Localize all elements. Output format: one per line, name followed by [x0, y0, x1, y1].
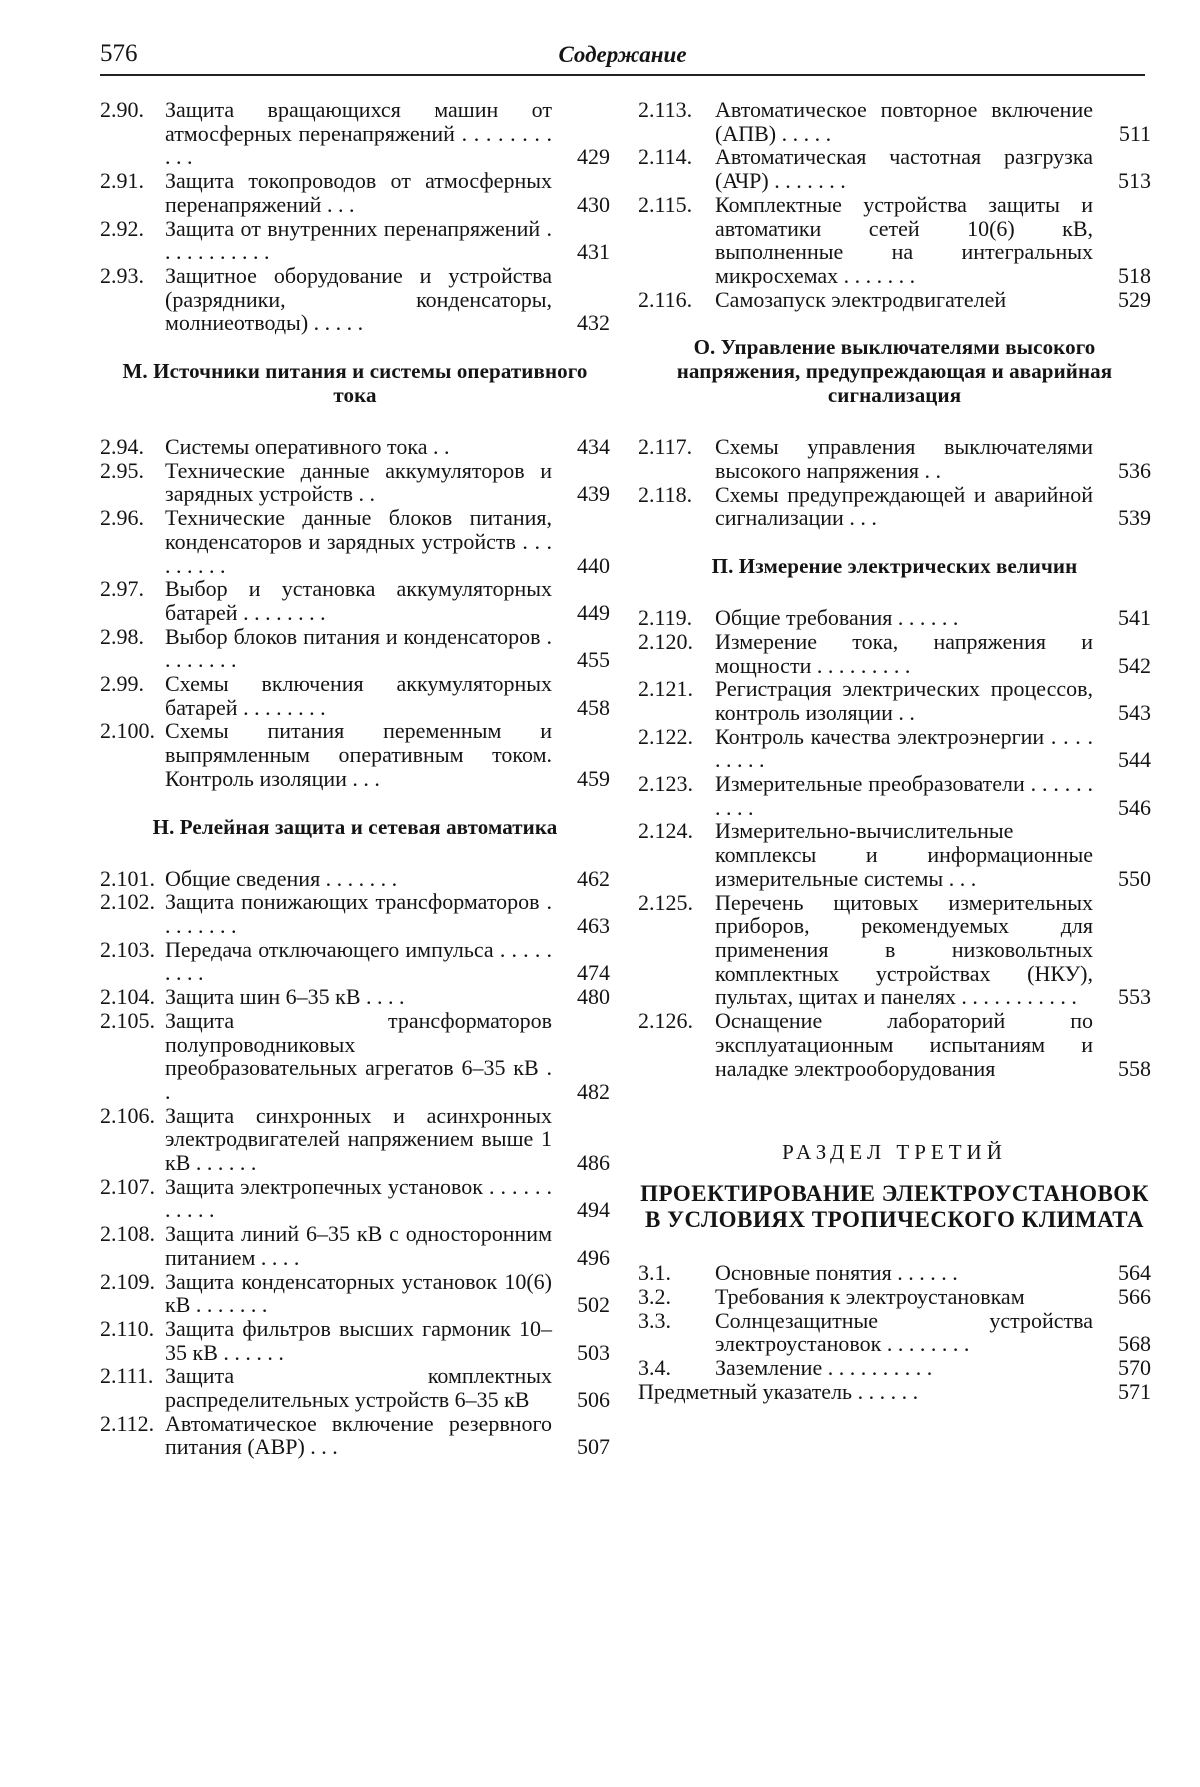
toc-entry — [100, 890, 610, 937]
entry-page-number: 568 — [1118, 1331, 1151, 1357]
toc-entry — [100, 577, 610, 624]
entry-title: Защитное оборудование и устройства (разрядники, конденсаторы, молниеотводы) . . . . . — [165, 262, 552, 336]
entry-number: 2.96. — [100, 505, 144, 531]
entry-number: 2.115. — [638, 191, 693, 217]
toc-entry — [638, 606, 1151, 630]
entry-number: 2.118. — [638, 481, 693, 507]
toc-entry — [638, 891, 1151, 1010]
entry-number: 2.119. — [638, 605, 693, 631]
entry-title: Защита электропечных установок . . . . . . . . . . . — [165, 1173, 552, 1223]
entry-page-number: 502 — [577, 1292, 610, 1318]
entry-page-number: 449 — [577, 599, 610, 625]
entry-title: Контроль качества электроэнергии . . . . . . . . . — [715, 723, 1093, 773]
toc-entry — [100, 1104, 610, 1175]
toc-entry — [100, 217, 610, 264]
entry-page-number: 539 — [1118, 505, 1151, 531]
entry-title: Автоматическая частотная разгрузка (АЧР) . . . . . . . — [715, 144, 1093, 194]
entry-page-number: 434 — [577, 434, 610, 460]
entry-page-number: 536 — [1118, 458, 1151, 484]
entry-title: Защита понижающих трансформаторов . . . . . . . . — [165, 889, 552, 938]
entry-number: 2.104. — [100, 984, 155, 1010]
entry-number: 2.109. — [100, 1268, 155, 1294]
entry-title: Защита от внутренних перенапряжений . . . . . . . . . . . — [165, 215, 552, 265]
entry-title: Защита синхронных и асинхронных электродвигателей напряжением выше 1 кВ . . . . . . — [165, 1102, 552, 1176]
entry-number: 2.126. — [638, 1008, 693, 1034]
entry-title: Технические данные блоков питания, конденсаторов и зарядных устройств . . . . . . . . . — [165, 505, 552, 578]
entry-number: 2.99. — [100, 671, 144, 697]
section-heading: Н. Релейная защита и сетевая автоматика — [152, 814, 558, 839]
entry-page-number: 463 — [577, 912, 610, 938]
toc-entry — [638, 1309, 1151, 1356]
entry-number: 2.100. — [100, 718, 155, 744]
entry-number: 2.105. — [100, 1007, 155, 1033]
entry-title: Схемы питания переменным и выпрямленным оперативным током. Контроль изоляции . . . — [165, 718, 552, 791]
entry-number: 2.125. — [638, 889, 693, 915]
toc-entry — [100, 459, 610, 506]
toc-entry — [100, 625, 610, 672]
entry-title: Защита шин 6–35 кВ . . . . — [165, 984, 405, 1010]
toc-entry — [638, 98, 1151, 145]
toc-entry — [638, 193, 1151, 288]
entry-page-number: 431 — [577, 239, 610, 265]
entry-title: Требования к электроустановкам — [715, 1283, 1025, 1309]
entry-page-number: 455 — [577, 647, 610, 673]
entry-number: 2.103. — [100, 936, 155, 962]
entry-number: 3.2. — [638, 1283, 671, 1309]
entry-page-number: 440 — [577, 552, 610, 578]
entry-number: 2.117. — [638, 434, 693, 460]
entry-title: Измерение тока, напряжения и мощности . . . . . . . . . — [715, 628, 1093, 678]
toc-entry — [100, 1175, 610, 1222]
running-title: Содержание — [558, 42, 687, 67]
entry-page-number: 566 — [1118, 1283, 1151, 1309]
toc-entry — [100, 672, 610, 719]
entry-title: Основные понятия . . . . . . — [715, 1260, 958, 1286]
entry-page-number: 462 — [577, 865, 610, 891]
entry-title: Общие сведения . . . . . . . — [165, 865, 398, 891]
entry-page-number: 570 — [1118, 1355, 1151, 1381]
entry-number: 2.90. — [100, 97, 144, 122]
entry-number: 2.112. — [100, 1410, 155, 1436]
entry-page-number: 459 — [577, 765, 610, 791]
entry-number: 2.121. — [638, 676, 693, 702]
entry-number: 2.91. — [100, 168, 144, 194]
entry-number: 2.95. — [100, 457, 144, 483]
toc-entry — [638, 1356, 1151, 1380]
toc-entry — [638, 677, 1151, 724]
toc-entry — [638, 1380, 1151, 1404]
entry-page-number: 564 — [1118, 1260, 1151, 1286]
entry-number: 2.106. — [100, 1102, 155, 1128]
toc-entry — [100, 169, 610, 216]
entry-title: Защита трансформаторов полупроводниковых преобразовательных агрегатов 6–35 кВ . . — [165, 1007, 552, 1104]
toc-entry — [100, 938, 610, 985]
toc-entry — [100, 506, 610, 577]
entry-page-number: 439 — [577, 481, 610, 507]
entry-page-number: 506 — [577, 1387, 610, 1413]
entry-title: Выбор блоков питания и конденсаторов . . . . . . . . — [165, 623, 552, 673]
entry-number: 2.123. — [638, 771, 693, 797]
entry-title: Защита комплектных распределительных устройств 6–35 кВ — [165, 1363, 552, 1413]
entry-number: 2.93. — [100, 262, 144, 288]
toc-entry — [638, 1009, 1151, 1080]
section-heading: П. Измерение электрических величин — [711, 554, 1078, 579]
entry-number: 2.120. — [638, 628, 693, 654]
entry-title: Схемы управления выключателями высокого напряжения . . — [715, 434, 1093, 484]
entry-title: Регистрация электрических процессов, контроль изоляции . . — [715, 676, 1093, 725]
toc-entry — [100, 985, 610, 1009]
entry-title: Заземление . . . . . . . . . . — [715, 1355, 933, 1381]
toc-entry — [638, 435, 1151, 482]
toc-entry — [100, 1270, 610, 1317]
entry-page-number: 553 — [1118, 984, 1151, 1010]
entry-page-number: 513 — [1118, 168, 1151, 194]
page-number: 576 — [100, 40, 138, 67]
entry-title: Схемы включения аккумуляторных батарей . . . . . . . . — [165, 671, 552, 720]
entry-title: Технические данные аккумуляторов и зарядных устройств . . — [165, 457, 552, 507]
entry-number: 3.4. — [638, 1355, 671, 1381]
entry-title: Выбор и установка аккумуляторных батарей . . . . . . . . — [165, 576, 552, 625]
entry-title: Общие требования . . . . . . — [715, 605, 959, 631]
entry-page-number: 486 — [577, 1150, 610, 1176]
entry-page-number: 546 — [1118, 794, 1151, 820]
toc-entry — [638, 1261, 1151, 1285]
part-label: РАЗДЕЛ ТРЕТИЙ — [782, 1140, 1007, 1165]
section-heading: М. Источники питания и системы оперативного тока — [122, 359, 588, 408]
entry-number: 2.98. — [100, 623, 144, 649]
entry-number: 2.101. — [100, 865, 155, 891]
entry-page-number: 544 — [1118, 747, 1151, 773]
entry-page-number: 550 — [1118, 865, 1151, 891]
entry-title: Передача отключающего импульса . . . . . . . . . — [165, 936, 552, 986]
toc-entry — [100, 867, 610, 891]
entry-number: 2.122. — [638, 723, 693, 749]
entry-page-number: 494 — [577, 1197, 610, 1223]
entry-page-number: 529 — [1118, 286, 1151, 312]
section-heading: О. Управление выключателями высокого напряжения, предупреждающая и аварийная сигнализация — [676, 335, 1113, 408]
toc-right-column — [638, 98, 1151, 1403]
entry-page-number: 542 — [1118, 652, 1151, 678]
entry-number: 2.107. — [100, 1173, 155, 1199]
entry-page-number: 429 — [577, 144, 610, 170]
entry-page-number: 511 — [1118, 120, 1151, 146]
toc-entry — [100, 1222, 610, 1269]
entry-title: Схемы предупреждающей и аварийной сигнализации . . . — [715, 481, 1093, 531]
entry-number: 2.94. — [100, 434, 144, 460]
entry-page-number: 558 — [1118, 1055, 1151, 1081]
entry-page-number: 482 — [577, 1078, 610, 1104]
entry-title: Защита конденсаторных установок 10(6) кВ . . . . . . . — [165, 1268, 552, 1318]
entry-number: 2.108. — [100, 1221, 155, 1247]
entry-page-number: 503 — [577, 1339, 610, 1365]
entry-page-number: 507 — [577, 1434, 610, 1460]
entry-number: 3.3. — [638, 1307, 671, 1333]
entry-page-number: 432 — [577, 310, 610, 336]
entry-number: 2.116. — [638, 286, 693, 312]
toc-entry — [638, 772, 1151, 819]
entry-title: Солнцезащитные устройства электроустановок . . . . . . . . — [715, 1307, 1093, 1357]
entry-page-number: 474 — [577, 960, 610, 986]
entry-number: 3.1. — [638, 1260, 671, 1286]
entry-number: 2.97. — [100, 576, 144, 602]
entry-number: 2.102. — [100, 889, 155, 915]
entry-title: Перечень щитовых измерительных приборов, рекомендуемых для применения в низковольтных комплектных устройствах (НКУ), пультах, щитах и панелях . . . . . . . . . . . — [715, 889, 1093, 1010]
entry-page-number: 458 — [577, 694, 610, 720]
toc-entry — [638, 483, 1151, 530]
entry-title: Автоматическое включение резервного питания (АВР) . . . — [165, 1410, 552, 1460]
entry-page-number: 518 — [1118, 262, 1151, 288]
toc-entry — [100, 1317, 610, 1364]
toc-entry — [100, 435, 610, 459]
entry-title: Измерительно-вычислительные комплексы и информационные измерительные системы . . . — [715, 818, 1093, 891]
entry-title: Защита линий 6–35 кВ с односторонним питанием . . . . — [165, 1221, 552, 1270]
entry-page-number: 480 — [577, 984, 610, 1010]
toc-entry — [638, 725, 1151, 772]
entry-page-number: 430 — [577, 191, 610, 217]
entry-page-number: 541 — [1118, 605, 1151, 631]
part-title: ПРОЕКТИРОВАНИЕ ЭЛЕКТРОУСТАНОВОК В УСЛОВИЯХ ТРОПИЧЕСКОГО КЛИМАТА — [640, 1181, 1149, 1233]
entry-number: 2.113. — [638, 97, 693, 122]
entry-title: Комплектные устройства защиты и автоматики сетей 10(6) кВ, выполненные на интегральных микросхемах . . . . . . . — [715, 191, 1093, 288]
entry-title: Самозапуск электродвигателей — [715, 286, 1007, 312]
toc-entry — [638, 1285, 1151, 1309]
entry-title: Автоматическое повторное включение (АПВ) . . . . . — [715, 97, 1093, 146]
entry-title: Системы оперативного тока . . — [165, 434, 450, 460]
toc-entry — [100, 98, 610, 169]
entry-number: 2.124. — [638, 818, 693, 844]
entry-page-number: 496 — [577, 1244, 610, 1270]
entry-number: 2.111. — [100, 1363, 154, 1389]
toc-entry — [638, 819, 1151, 890]
entry-number: 2.114. — [638, 144, 693, 170]
entry-title: Защита фильтров высших гармоник 10–35 кВ . . . . . . — [165, 1315, 552, 1365]
toc-entry — [638, 145, 1151, 192]
entry-number: 2.92. — [100, 215, 144, 241]
page-header — [100, 38, 1145, 76]
entry-page-number: 543 — [1118, 699, 1151, 725]
entry-title: Защита вращающихся машин от атмосферных перенапряжений . . . . . . . . . . . — [165, 97, 552, 170]
toc-entry — [638, 630, 1151, 677]
entry-title: Предметный указатель . . . . . . — [638, 1378, 919, 1404]
entry-page-number: 571 — [1118, 1378, 1151, 1404]
toc-entry — [100, 264, 610, 335]
toc-entry — [100, 1412, 610, 1459]
entry-number: 2.110. — [100, 1315, 155, 1341]
entry-title: Измерительные преобразователи . . . . . . . . . . — [715, 771, 1093, 820]
toc-left-column — [100, 98, 610, 1459]
toc-entry — [100, 1364, 610, 1411]
toc-entry — [638, 288, 1151, 312]
toc-entry — [100, 1009, 610, 1104]
toc-entry — [100, 719, 610, 790]
entry-title: Оснащение лабораторий по эксплуатационным испытаниям и наладке электрооборудования — [715, 1008, 1093, 1081]
entry-title: Защита токопроводов от атмосферных перенапряжений . . . — [165, 168, 552, 217]
